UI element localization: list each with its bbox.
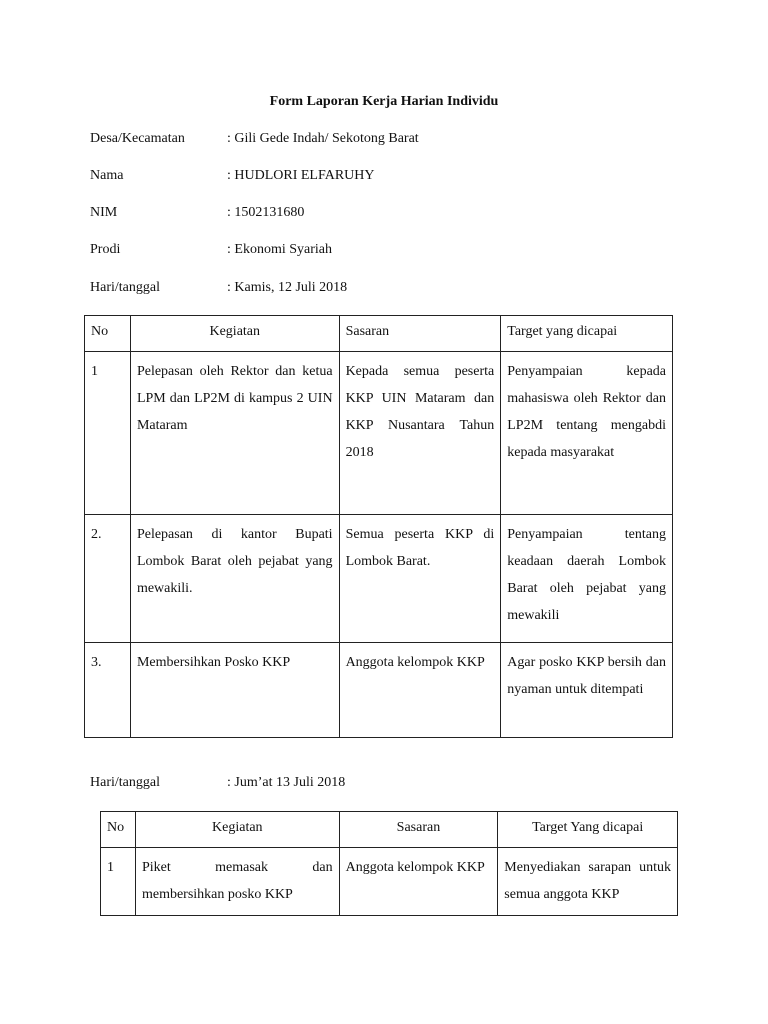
cell-kegiatan: Piket memasak dan membersihkan posko KKP [135, 848, 339, 916]
document-title: Form Laporan Kerja Harian Individu [269, 94, 499, 109]
cell-target: Penyampaian tentang keadaan daerah Lombok Barat oleh pejabat yang mewakili [501, 515, 673, 643]
cell-target: Penyampaian kepada mahasiswa oleh Rektor dan LP2M tentang mengabdi kepada masyarakat [501, 352, 673, 515]
table-header-row [85, 316, 673, 352]
cell-kegiatan: Membersihkan Posko KKP [130, 643, 339, 738]
cell-sasaran: Kepada semua peserta KKP UIN Mataram dan KKP Nusantara Tahun 2018 [339, 352, 501, 515]
cell-target: Menyediakan sarapan untuk semua anggota KKP [498, 848, 678, 916]
hari-tanggal-value: : Jum’at 13 Juli 2018 [227, 775, 346, 790]
nama-value: : HUDLORI ELFARUHY [227, 168, 375, 183]
cell-no: 1 [101, 848, 136, 916]
header-target: Target Yang dicapai [498, 812, 678, 848]
table-row [101, 848, 678, 916]
table-row [85, 643, 673, 738]
header-target: Target yang dicapai [501, 316, 673, 352]
hari-tanggal-label: Hari/tanggal [90, 280, 160, 295]
cell-kegiatan: Pelepasan di kantor Bupati Lombok Barat oleh pejabat yang mewakili. [130, 515, 339, 643]
header-kegiatan: Kegiatan [135, 812, 339, 848]
table-header-row [101, 812, 678, 848]
nim-label: NIM [90, 205, 118, 220]
table-row [85, 352, 673, 515]
cell-sasaran: Anggota kelompok KKP [339, 643, 501, 738]
table-row [85, 515, 673, 643]
cell-target: Agar posko KKP bersih dan nyaman untuk ditempati [501, 643, 673, 738]
cell-no: 2. [85, 515, 131, 643]
nim-value: : 1502131680 [227, 205, 305, 220]
activity-table-1 [84, 315, 673, 738]
header-kegiatan: Kegiatan [130, 316, 339, 352]
nama-label: Nama [90, 168, 124, 183]
cell-no: 3. [85, 643, 131, 738]
cell-no: 1 [85, 352, 131, 515]
cell-sasaran: Semua peserta KKP di Lombok Barat. [339, 515, 501, 643]
header-no: No [85, 316, 131, 352]
desa-label: Desa/Kecamatan [90, 131, 185, 146]
header-no: No [101, 812, 136, 848]
hari-tanggal-value: : Kamis, 12 Juli 2018 [227, 280, 348, 295]
desa-value: : Gili Gede Indah/ Sekotong Barat [227, 131, 419, 146]
prodi-label: Prodi [90, 242, 121, 257]
cell-sasaran: Anggota kelompok KKP [339, 848, 498, 916]
prodi-value: : Ekonomi Syariah [227, 242, 332, 257]
cell-kegiatan: Pelepasan oleh Rektor dan ketua LPM dan LP2M di kampus 2 UIN Mataram [130, 352, 339, 515]
header-sasaran: Sasaran [339, 812, 498, 848]
activity-table-2 [100, 811, 678, 916]
header-sasaran: Sasaran [339, 316, 501, 352]
hari-tanggal-label: Hari/tanggal [90, 775, 160, 790]
